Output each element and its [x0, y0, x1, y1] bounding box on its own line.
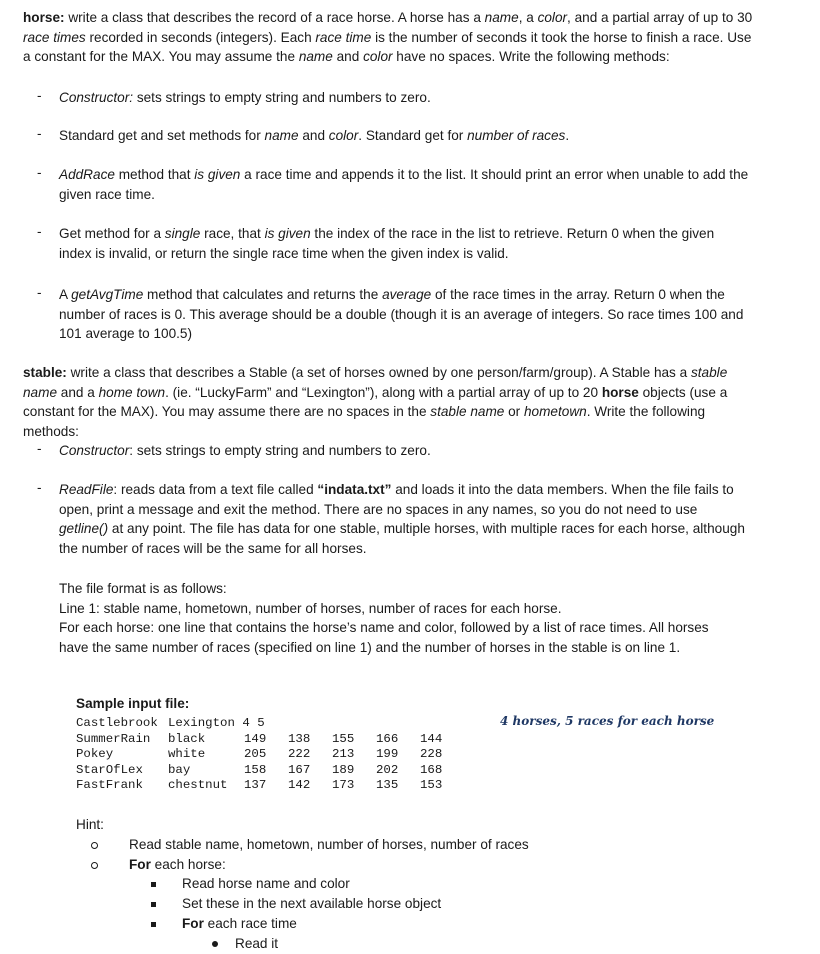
hint-step-6: Read it — [235, 936, 279, 951]
circle-bullet-icon — [91, 862, 98, 869]
sample-race-time: 168 — [420, 762, 443, 777]
sample-race-time: 149 — [244, 731, 267, 746]
sample-race-time: 137 — [244, 778, 267, 793]
horse-method-constructor: - Constructor: sets strings to empty string and numbers to zero. — [37, 88, 431, 105]
horse-method-get-set: - Standard get and set methods for name and color. Standard get for number of races. — [37, 126, 570, 143]
dot-bullet-icon — [212, 941, 218, 947]
sample-horse-color: white — [168, 747, 206, 762]
sample-race-time: 222 — [288, 747, 311, 762]
stable-intro: stable: write a class that describes a Stable (a set of horses owned by one person/farm/group). A Stable has a stable name and a home town. (ie. “LuckyFarm” and “Lexington”), along with a partial array of up to 20 horse objects (use a constant for the MAX). You may assume there are no spaces in the stable name or hometown. Write the following methods: — [23, 365, 728, 439]
hint-step-5: For each race time — [182, 916, 297, 931]
sample-race-time: 173 — [332, 778, 355, 793]
sample-race-time: 213 — [332, 747, 355, 762]
hint-step-4: Set these in the next available horse object — [182, 896, 442, 911]
circle-bullet-icon — [91, 842, 98, 849]
sample-input-title: Sample input file: — [76, 696, 190, 711]
sample-horse-name: FastFrank — [76, 778, 143, 793]
sample-race-count: 5 — [257, 716, 265, 730]
sample-horse-rows — [76, 732, 464, 794]
horse-method-getavgtime: - A getAvgTime method that calculates and returns the average of the race times in the array. Return 0 when the number of races is 0. This average should be a double (though it is an average of integers. So race times 100 and 101 average to 100.5) — [37, 285, 744, 341]
horse-intro: horse: write a class that describes the record of a race horse. A horse has a name, a color, and a partial array of up to 30 race times recorded in seconds (integers). Each race time is the number of seconds it took the horse to finish a race. Use a constant for the MAX. You may assume the name and color have no spaces. Write the following methods: — [23, 10, 753, 64]
sample-stable-name: Castlebrook — [76, 716, 158, 730]
horse-method-addrace: - AddRace method that is given a race time and appends it to the list. It should print an error when unable to add the given race time. — [37, 165, 749, 202]
sample-horse-row — [76, 747, 464, 763]
sample-horse-name: StarOfLex — [76, 762, 143, 777]
hint-step-2: For each horse: — [129, 857, 226, 872]
sample-race-time: 153 — [420, 778, 443, 793]
square-bullet-icon — [151, 882, 156, 887]
sample-race-time: 142 — [288, 778, 311, 793]
sample-horse-row — [76, 732, 464, 748]
sample-horse-count: 4 — [242, 716, 250, 730]
sample-input-file — [76, 716, 464, 794]
sample-race-time: 138 — [288, 731, 311, 746]
sample-horse-name: SummerRain — [76, 731, 151, 746]
sample-header-row — [76, 716, 464, 732]
sample-race-time: 167 — [288, 762, 311, 777]
sample-race-time: 158 — [244, 762, 267, 777]
hint-step-3: Read horse name and color — [182, 876, 350, 891]
sample-race-time: 135 — [376, 778, 399, 793]
hint-step-1: Read stable name, hometown, number of horses, number of races — [129, 837, 529, 852]
sample-annotation: 4 horses, 5 races for each horse — [500, 714, 715, 728]
file-format-description: The file format is as follows: Line 1: stable name, hometown, number of horses, number of races for each horse. For each horse: one line that contains the horse’s name and color, followed by a list of race times. All horses have the same number of races (specified on line 1) and the number of horses in the stable is on line 1. — [59, 581, 709, 655]
sample-hometown-counts — [168, 716, 332, 732]
sample-race-time: 205 — [244, 747, 267, 762]
sample-race-time: 189 — [332, 762, 355, 777]
stable-method-readfile: - ReadFile: reads data from a text file called “indata.txt” and loads it into the data members. When the file fails to open, print a message and exit the method. There are no spaces in any names, so you do not need to use getline() at any point. The file has data for one stable, multiple horses, with multiple races for each horse, although the number of races will be the same for all horses. — [37, 480, 745, 556]
stable-method-constructor: - Constructor: sets strings to empty string and numbers to zero. — [37, 441, 431, 458]
sample-horse-color: chestnut — [168, 778, 228, 793]
square-bullet-icon — [151, 922, 156, 927]
square-bullet-icon — [151, 902, 156, 907]
hint-title: Hint: — [76, 817, 104, 832]
sample-hometown: Lexington — [168, 716, 235, 730]
sample-horse-row — [76, 763, 464, 779]
sample-race-time: 228 — [420, 747, 443, 762]
sample-race-time: 155 — [332, 731, 355, 746]
horse-method-get-single: - Get method for a single race, that is given the index of the race in the list to retrieve. Return 0 when the given index is invalid, or return the single race time when the given index is valid. — [37, 224, 715, 261]
sample-horse-color: bay — [168, 762, 191, 777]
sample-race-time: 199 — [376, 747, 399, 762]
sample-race-time: 144 — [420, 731, 443, 746]
sample-race-time: 166 — [376, 731, 399, 746]
sample-race-time: 202 — [376, 762, 399, 777]
sample-horse-color: black — [168, 731, 206, 746]
sample-horse-row — [76, 778, 464, 794]
sample-horse-name: Pokey — [76, 747, 114, 762]
